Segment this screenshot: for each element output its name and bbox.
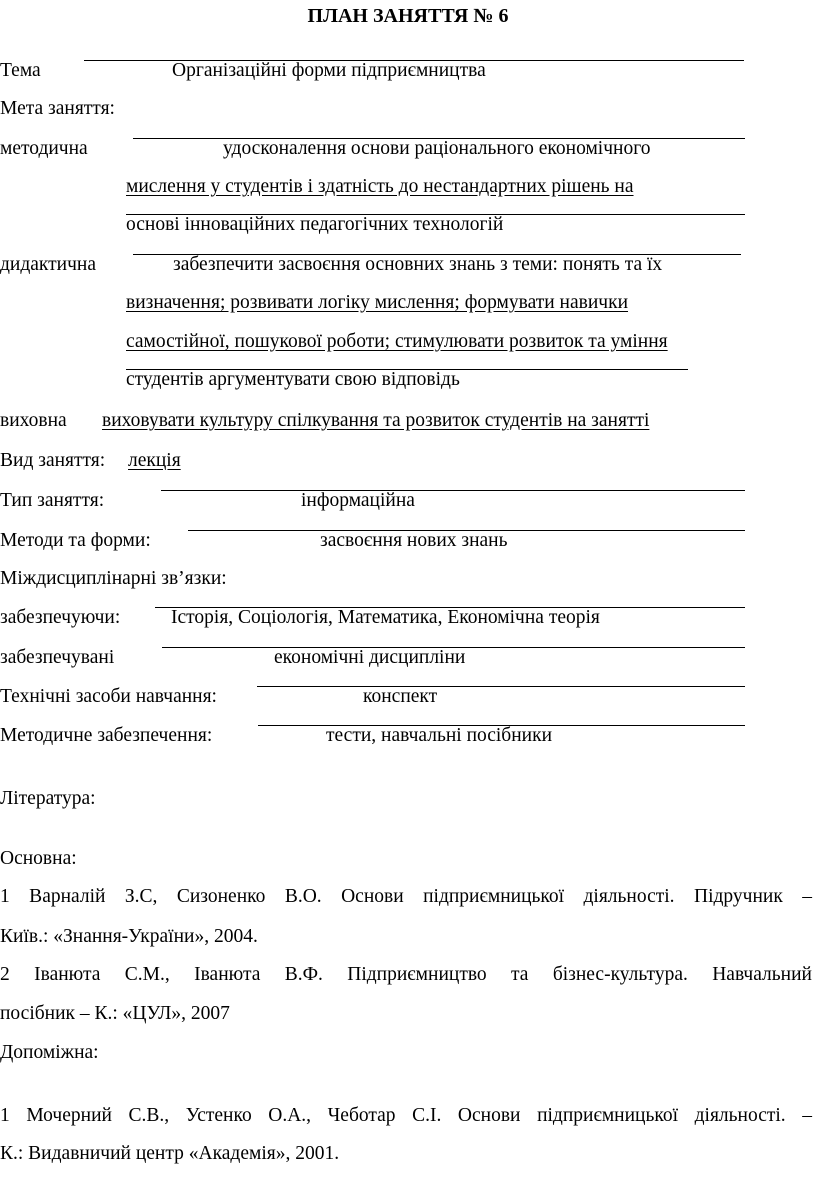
methodical-line-3-field	[126, 213, 745, 235]
educational-value: виховувати культуру спілкування та розвиток студентів на занятті	[102, 410, 650, 431]
didactic-line-4: студентів аргументувати свою відповідь	[126, 369, 460, 390]
tech-means-value: конспект	[363, 686, 438, 707]
topic-label: Тема	[0, 60, 41, 81]
tech-means-label: Технічні засоби навчання:	[0, 686, 217, 707]
methodical-line-1: удосконалення основи раціонального економічного	[223, 138, 651, 159]
lesson-kind-value: лекція	[128, 450, 181, 471]
goals-label: Мета заняття:	[0, 98, 115, 119]
aux-ref-1-line-1: 1 Мочерний С.В., Устенко О.А., Чеботар С.І. Основи підприємницької діяльності. –	[0, 1105, 812, 1126]
methods-label: Методи та форми:	[0, 530, 151, 551]
main-ref-2-line-1: 2 Іванюта С.М., Іванюта В.Ф. Підприємництво та бізнес-культура. Навчальний	[0, 964, 812, 985]
methodical-line-2: мислення у студентів і здатність до нестандартних рішень на	[126, 176, 634, 197]
page-title: ПЛАН ЗАНЯТТЯ № 6	[307, 5, 509, 27]
didactic-line-4-field	[126, 368, 688, 390]
main-ref-1-line-1: 1 Варналій З.С, Сизоненко В.О. Основи підприємницької діяльності. Підручник –	[0, 886, 812, 907]
providing-label: забезпечуючи:	[0, 607, 121, 628]
aux-ref-1-line-2: К.: Видавничий центр «Академія», 2001.	[0, 1143, 340, 1164]
methodical-line-3: основі інноваційних педагогічних технологій	[126, 214, 504, 235]
lesson-kind-label: Вид заняття:	[0, 450, 106, 471]
didactic-line-3: самостійної, пошукової роботи; стимулювати розвиток та уміння	[126, 331, 668, 352]
provided-field	[162, 646, 745, 668]
main-ref-1-line-2: Київ.: «Знання-України», 2004.	[0, 926, 258, 947]
topic-value: Організаційні форми підприємництва	[172, 60, 486, 81]
literature-label: Література:	[0, 788, 96, 809]
topic-field	[84, 59, 744, 81]
providing-field	[155, 606, 745, 628]
main-ref-2-line-2: посібник – К.: «ЦУЛ», 2007	[0, 1003, 230, 1024]
provided-value: економічні дисципліни	[274, 647, 466, 668]
lesson-type-value: інформаційна	[301, 490, 415, 511]
aux-literature-label: Допоміжна:	[0, 1042, 99, 1063]
method-support-field	[258, 724, 745, 746]
methods-value: засвоєння нових знань	[320, 530, 508, 551]
providing-value: Історія, Соціологія, Математика, Економічна теорія	[171, 607, 600, 628]
method-support-value: тести, навчальні посібники	[326, 725, 553, 746]
lesson-type-field	[161, 489, 745, 511]
methods-field	[188, 529, 745, 551]
tech-means-field	[257, 685, 745, 707]
provided-label: забезпечувані	[0, 647, 115, 668]
methodical-line-1-field	[133, 137, 745, 159]
interdisciplinary-label: Міждисциплінарні зв’язки:	[0, 568, 227, 589]
didactic-label: дидактична	[0, 254, 97, 275]
educational-label: виховна	[0, 410, 67, 431]
main-literature-label: Основна:	[0, 848, 77, 869]
didactic-line-1-field	[133, 253, 741, 275]
lesson-type-label: Тип заняття:	[0, 490, 105, 511]
didactic-line-2: визначення; розвивати логіку мислення; формувати навички	[126, 292, 629, 313]
methodical-label: методична	[0, 138, 88, 159]
method-support-label: Методичне забезпечення:	[0, 725, 213, 746]
didactic-line-1: забезпечити засвоєння основних знань з теми: понять та їх	[173, 254, 663, 275]
